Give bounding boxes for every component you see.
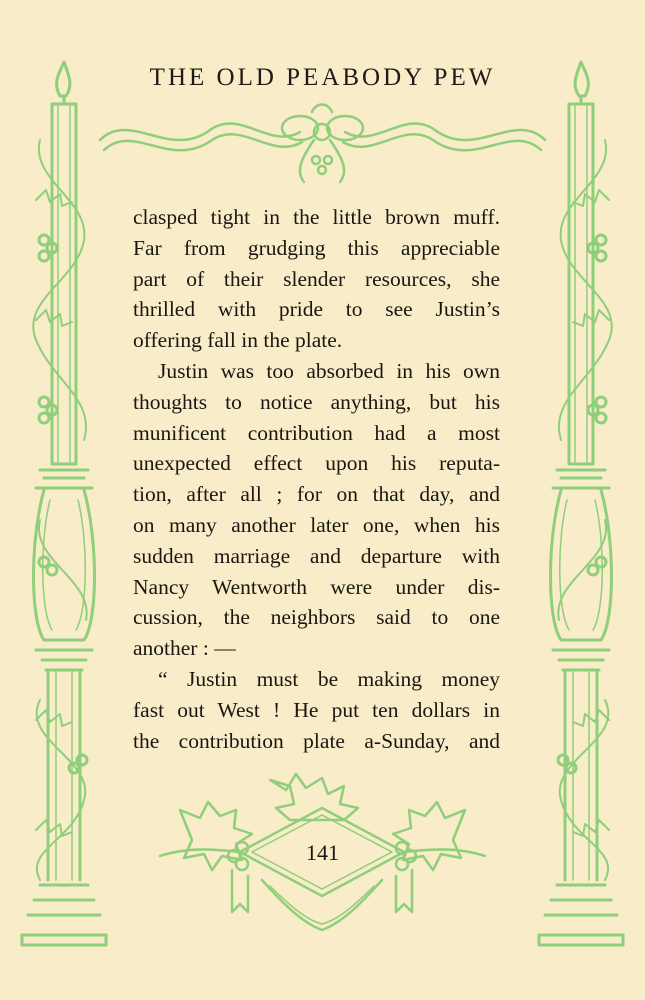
text-line: cussion, the neighbors said to one: [133, 605, 500, 630]
body-text: [133, 202, 500, 756]
page-number: 141: [306, 840, 339, 865]
text-line: offering fall in the plate.: [133, 328, 343, 353]
text-line: Nancy Wentworth were under dis-: [133, 574, 500, 599]
text-line: munificent contribution had a most: [133, 420, 500, 445]
text-line: part of their slender resources, she: [133, 266, 500, 291]
text-line: another : —: [133, 636, 236, 661]
text-line: unexpected effect upon his reputa-: [133, 451, 500, 476]
text-line: thoughts to notice anything, but his: [133, 389, 500, 414]
text-line: on many another later one, when his: [133, 512, 500, 537]
text-line: Justin was too absorbed in his own: [158, 358, 500, 383]
text-line: thrilled with pride to see Justin’s: [133, 297, 500, 322]
text-line: the contribution plate a-Sunday, and: [133, 728, 500, 753]
text-line: sudden marriage and departure with: [133, 543, 500, 568]
text-line: Far from grudging this appreciable: [133, 235, 500, 260]
text-line: fast out West ! He put ten dollars in: [133, 697, 500, 722]
ribbon-bow-icon: [100, 105, 545, 183]
text-line: “ Justin must be making money: [158, 666, 500, 691]
text-line: clasped tight in the little brown muff.: [133, 205, 500, 229]
left-candle-icon: [22, 62, 106, 945]
right-candle-icon: [539, 62, 623, 945]
running-title: THE OLD PEABODY PEW: [149, 64, 496, 91]
text-line: tion, after all ; for on that day, and: [133, 482, 500, 507]
